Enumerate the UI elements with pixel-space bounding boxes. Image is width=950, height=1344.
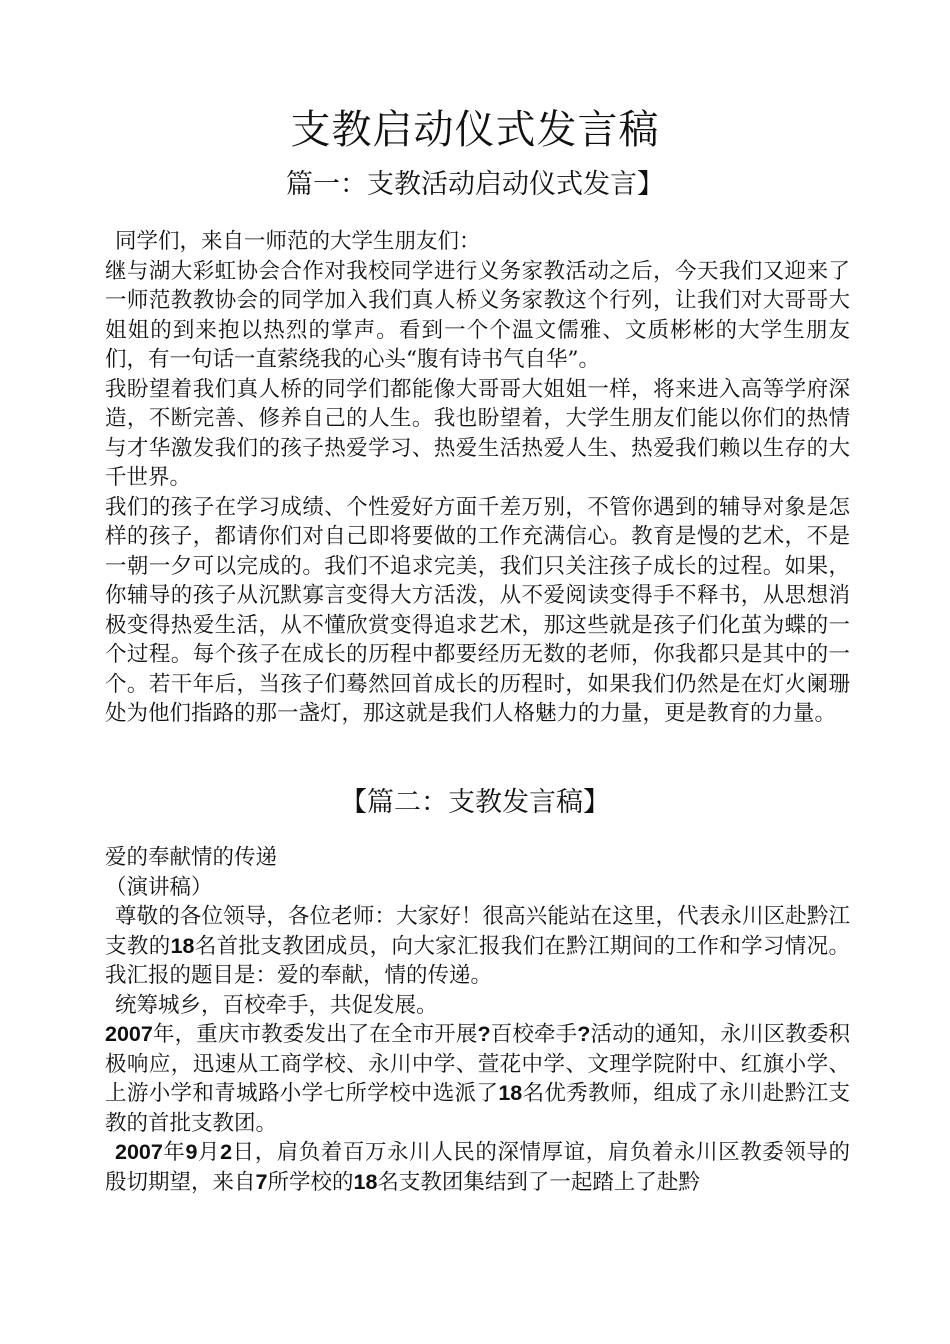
section2-paragraph-3	[105, 1020, 850, 1138]
section2-paragraph-4	[105, 1138, 850, 1197]
text-run: 年	[162, 1140, 186, 1165]
section2-body	[105, 843, 850, 1197]
text-run: 所学校的	[267, 1169, 354, 1195]
section1-heading: 篇一：支教活动启动仪式发言】	[286, 169, 664, 200]
number-run: 18	[498, 1081, 523, 1105]
number-run: 18	[170, 933, 195, 958]
section1-paragraph-1: 同学们，来自一师范的大学生朋友们：	[115, 229, 481, 254]
number-run: 2	[220, 1140, 233, 1164]
section2-paragraph-1	[105, 902, 850, 991]
text-run: 名优秀教师，组成了永川赴黔江支教的首批支教团。	[105, 1081, 850, 1136]
speech-title: 爱的奉献情的传递	[105, 845, 278, 870]
number-run: 9	[185, 1140, 198, 1164]
text-run: 年，重庆市教委发出了在全市开展	[152, 1022, 478, 1047]
section1-paragraph-4: 我们的孩子在学习成绩、个性爱好方面千差万别，不管你遇到的辅导对象是怎样的孩子，都请你们对自己即将要做的工作充满信心。教育是慢的艺术，不是一朝一夕可以完成的。我们不追求完美，我们只关注孩子成长的过程。如果，你辅导的孩子从沉默寡言变得大方活泼，从不爱阅读变得手不释书，从思想消极变得热爱生活，从不懂欣赏变得追求艺术，那这些就是孩子们化茧为蝶的一个过程。每个孩子在成长的历程中都要经历无数的老师，你我都只是其中的一个。若干年后，当孩子们蓦然回首成长的历程时，如果我们仍然是在灯火阑珊处为他们指路的那一盏灯，那这就是我们人格魅力的力量，更是教育的力量。	[105, 494, 850, 726]
speech-note: （演讲稿）	[105, 874, 213, 900]
question-mark: ?	[577, 1022, 591, 1046]
number-run: 2007	[105, 1022, 153, 1046]
text-run: 尊敬的各位领导，各位老师：大家好！很高兴能站在这里，代表永川区赴黔江支教的	[105, 904, 850, 959]
number-run: 18	[353, 1169, 378, 1194]
text-run: 日，肩负着百万永川人民的深情厚谊，肩负着永川区教委领导的殷切期望，来自	[105, 1140, 850, 1195]
section1-paragraph-3: 我盼望着我们真人桥的同学们都能像大哥哥大姐姐一样，将来进入高等学府深造，不断完善、修养自己的人生。我也盼望着，大学生朋友们能以你们的热情与才华激发我们的孩子热爱学习、热爱生活热爱人生、热爱我们赖以生存的大千世界。	[105, 376, 850, 490]
section2-paragraph-2: 统筹城乡，百校牵手，共促发展。	[115, 992, 438, 1018]
number-run: 2007	[115, 1140, 163, 1164]
section1-body	[105, 227, 850, 729]
text-run: 名支教团集结到了一起踏上了赴黔	[377, 1169, 700, 1195]
number-run: 7	[255, 1169, 268, 1194]
section1-paragraph-2: 继与湖大彩虹协会合作对我校同学进行义务家教活动之后，今天我们又迎来了一师范教教协会的同学加入我们真人桥义务家教这个行列，让我们对大哥哥大姐姐的到来抱以热烈的掌声。看到一个个温文儒雅、文质彬彬的大学生朋友们，有一句话一直萦绕我的心头“腹有诗书气自华”。	[105, 258, 850, 372]
document-title: 支教启动仪式发言稿	[290, 107, 660, 153]
text-run: 名首批支教团成员，向大家汇报我们在黔江期间的工作和学习情况。我汇报的题目是：爱的奉献，情的传递。	[105, 933, 850, 988]
section2-heading: 【篇二：支教发言稿】	[340, 787, 610, 818]
text-run: 活动的通知，永川区教委积极响应，迅速从工商学校、永川中学、萱花中学、文理学院附中、红旗小学、上游小学和青城路小学七所学校中选派了	[105, 1022, 850, 1106]
question-mark: ?	[477, 1022, 491, 1046]
text-run: 月	[197, 1140, 221, 1165]
text-run: 百校牵手	[490, 1022, 578, 1047]
